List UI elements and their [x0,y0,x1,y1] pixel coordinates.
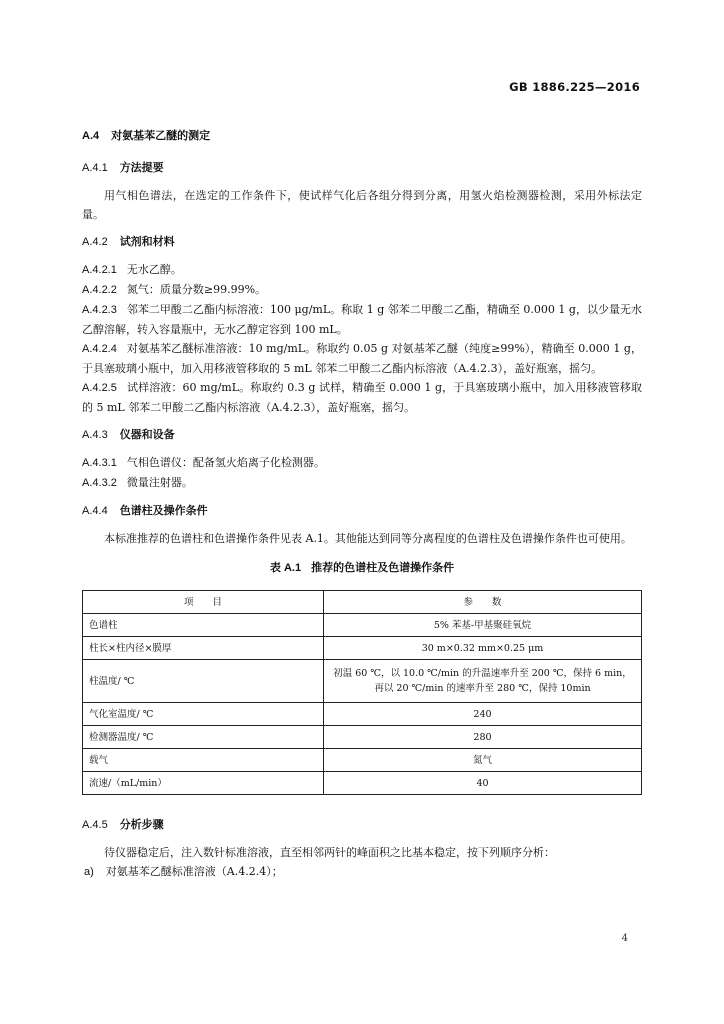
table-row [83,749,642,772]
item-text: 邻苯二甲酸二乙酯内标溶液：100 μg/mL。称取 1 g 邻苯二甲酸二乙酯，精确至 0.000 1 g，以少量无水乙醇溶解，转入容量瓶中，无水乙醇定容到 100 mL。 [82,303,642,336]
table-header-cell: 参 数 [324,591,642,614]
section-title: 对氨基苯乙醚的测定 [111,129,211,142]
item-number: A.4.3.2 [82,477,117,489]
item-number: A.4.2.2 [82,284,117,296]
item-text: 试样溶液：60 mg/mL。称取约 0.3 g 试样，精确至 0.000 1 g，于具塞玻璃小瓶中，加入用移液管移取的 5 mL 邻苯二甲酸二乙酯内标溶液（A.4.2.3），盖好瓶塞，摇匀。 [82,381,642,414]
table-number: 表 A.1 [269,562,302,574]
reagent-item [82,280,642,300]
reagent-item [82,339,642,378]
table-row [83,726,642,749]
table-row [83,637,642,660]
table-cell-item: 气化室温度/ ℃ [83,703,324,726]
item-number: A.4.3.1 [82,457,117,469]
section-title: 仪器和设备 [119,428,175,441]
table-cell-item: 柱温度/ ℃ [83,660,324,703]
table-title: 推荐的色谱柱及色谱操作条件 [311,561,455,574]
section-number: A.4 [82,130,100,142]
table-cell-item: 色谱柱 [83,614,324,637]
section-a44-heading [82,501,642,521]
section-number: A.4.2 [82,236,108,248]
instrument-item [82,453,642,473]
analysis-steps-paragraph: 待仪器稳定后，注入数针标准溶液，直至相邻两针的峰面积之比基本稳定，按下列顺序分析： [104,846,555,859]
reagent-item [82,260,642,280]
table-caption [82,558,642,578]
table-cell-item: 流速/（mL/min） [83,772,324,795]
section-a4-heading [82,126,642,146]
section-number: A.4.3 [82,429,108,441]
step-label: a) [84,866,94,878]
table-cell-item: 载气 [83,749,324,772]
table-header-cell: 项 目 [83,591,324,614]
item-number: A.4.2.4 [82,343,117,355]
item-text: 氮气：质量分数≥99.99%。 [126,283,267,296]
table-row [83,772,642,795]
item-number: A.4.2.3 [82,304,117,316]
table-cell-item: 检测器温度/ ℃ [83,726,324,749]
instrument-item [82,473,642,493]
section-a43-heading [82,425,642,445]
section-a41-heading [82,158,642,178]
standard-number-header: GB 1886.225—2016 [509,80,640,94]
table-cell-value: 240 [324,703,642,726]
table-cell-value: 5% 苯基-甲基聚硅氧烷 [324,614,642,637]
item-number: A.4.2.1 [82,264,117,276]
table-row [83,660,642,703]
table-cell-value: 280 [324,726,642,749]
table-row [83,703,642,726]
section-title: 试剂和材料 [119,235,175,248]
item-number: A.4.2.5 [82,382,117,394]
section-number: A.4.4 [82,505,108,517]
step-text: 对氨基苯乙醚标准溶液（A.4.2.4）； [105,865,283,878]
analysis-step-item [82,862,642,882]
conditions-table [82,590,642,795]
item-text: 微量注射器。 [126,476,193,489]
table-cell-value: 初温 60 ℃，以 10.0 ℃/min 的升温速率升至 200 ℃，保持 6 min，再以 20 ℃/min 的速率升至 280 ℃，保持 10min [324,660,642,703]
section-number: A.4.5 [82,819,108,831]
item-text: 气相色谱仪：配备氢火焰离子化检测器。 [126,456,325,469]
section-title: 色谱柱及操作条件 [119,504,208,517]
table-cell-value: 30 m×0.32 mm×0.25 μm [324,637,642,660]
item-text: 无水乙醇。 [126,263,182,276]
section-title: 方法提要 [119,161,164,174]
reagent-item [82,300,642,339]
table-header-row [83,591,642,614]
page-number: 4 [621,933,628,944]
chromatography-paragraph: 本标准推荐的色谱柱和色谱操作条件见表 A.1。其他能达到同等分离程度的色谱柱及色谱操作条件也可使用。 [104,532,632,545]
document-body [82,126,642,882]
table-row [83,614,642,637]
section-number: A.4.1 [82,162,108,174]
table-cell-item: 柱长×柱内径×膜厚 [83,637,324,660]
section-a42-heading [82,232,642,252]
reagent-item [82,378,642,417]
table-cell-value: 氮气 [324,749,642,772]
table-cell-value: 40 [324,772,642,795]
section-title: 分析步骤 [119,818,164,831]
section-a45-heading [82,815,642,835]
item-text: 对氨基苯乙醚标准溶液：10 mg/mL。称取约 0.05 g 对氨基苯乙醚（纯度≥99%），精确至 0.000 1 g，于具塞玻璃小瓶中，加入用移液管移取的 5 mL 邻苯二甲酸二乙酯内标溶液（A.4.2.3），盖好瓶塞，摇匀。 [82,342,642,375]
method-summary-paragraph: 用气相色谱法，在选定的工作条件下，使试样气化后各组分得到分离，用氢火焰检测器检测，采用外标法定量。 [82,189,642,221]
